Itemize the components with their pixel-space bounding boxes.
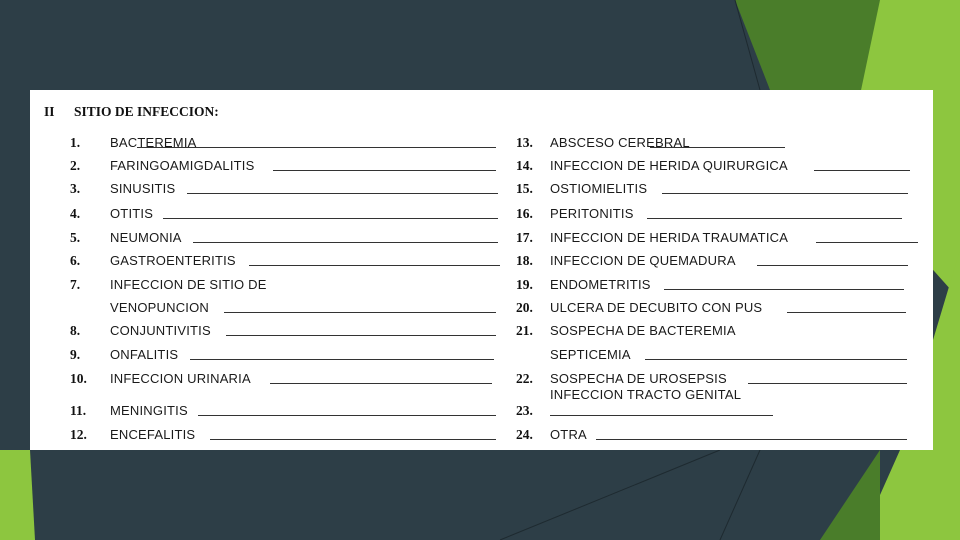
item-number: 3. bbox=[70, 181, 81, 196]
blank-fill-line bbox=[647, 218, 902, 219]
list-item bbox=[30, 402, 930, 420]
item-label: INFECCION DE SITIO DE bbox=[110, 277, 267, 292]
item-label: SOSPECHA DE UROSEPSIS bbox=[550, 371, 727, 386]
item-label: MENINGITIS bbox=[110, 403, 188, 418]
list-item bbox=[30, 252, 930, 270]
item-number: 7. bbox=[70, 277, 81, 292]
blank-fill-line bbox=[596, 439, 907, 440]
item-label: SEPTICEMIA bbox=[550, 347, 631, 362]
item-number: 2. bbox=[70, 158, 81, 173]
section-title: SITIO DE INFECCION: bbox=[74, 104, 219, 119]
item-label: INFECCION DE QUEMADURA bbox=[550, 253, 736, 268]
item-label: BACTEREMIA bbox=[110, 135, 197, 150]
section-header bbox=[44, 104, 219, 120]
item-label: SOSPECHA DE BACTEREMIA bbox=[550, 323, 736, 338]
item-label: SINUSITIS bbox=[110, 181, 176, 196]
item-number: 4. bbox=[70, 206, 81, 221]
list-item bbox=[30, 180, 930, 198]
item-label: OTRA bbox=[550, 427, 587, 442]
blank-fill-line bbox=[814, 170, 910, 171]
item-number: 15. bbox=[516, 181, 533, 196]
item-label: ULCERA DE DECUBITO CON PUS bbox=[550, 300, 763, 315]
item-label: NEUMONIA bbox=[110, 230, 182, 245]
list-item bbox=[30, 426, 930, 444]
item-label: ABSCESO CEREBRAL bbox=[550, 135, 690, 150]
blank-fill-line bbox=[787, 312, 906, 313]
item-number: 12. bbox=[70, 427, 87, 442]
item-number: 18. bbox=[516, 253, 533, 268]
item-label: INFECCION TRACTO GENITAL bbox=[550, 387, 742, 402]
section-numeral: II bbox=[44, 104, 55, 119]
item-number: 24. bbox=[516, 427, 533, 442]
dark-green-facet-top bbox=[735, 0, 880, 95]
blank-fill-line bbox=[662, 193, 908, 194]
blank-fill-line bbox=[650, 147, 785, 148]
item-number: 10. bbox=[70, 371, 87, 386]
item-number: 17. bbox=[516, 230, 533, 245]
blank-fill-line bbox=[645, 359, 907, 360]
item-number: 23. bbox=[516, 403, 533, 418]
list-item bbox=[30, 134, 930, 152]
item-number: 6. bbox=[70, 253, 81, 268]
item-label: ONFALITIS bbox=[110, 347, 179, 362]
item-label: ENCEFALITIS bbox=[110, 427, 196, 442]
item-label: PERITONITIS bbox=[550, 206, 634, 221]
list-item bbox=[30, 205, 930, 223]
blank-fill-line bbox=[550, 415, 773, 416]
item-number: 1. bbox=[70, 135, 81, 150]
list-item bbox=[30, 229, 930, 247]
item-label: GASTROENTERITIS bbox=[110, 253, 236, 268]
item-number: 8. bbox=[70, 323, 81, 338]
list-item bbox=[30, 157, 930, 175]
infection-site-form bbox=[30, 90, 933, 450]
blank-fill-line bbox=[664, 289, 904, 290]
facet-line-2 bbox=[500, 450, 720, 540]
item-number: 20. bbox=[516, 300, 533, 315]
item-label: VENOPUNCION bbox=[110, 300, 209, 315]
blank-fill-line bbox=[748, 383, 907, 384]
dark-green-facet-bottom bbox=[820, 450, 880, 540]
item-label: OSTIOMIELITIS bbox=[550, 181, 648, 196]
item-label: INFECCION DE HERIDA TRAUMATICA bbox=[550, 230, 789, 245]
facet-line-3 bbox=[720, 450, 760, 540]
item-label: INFECCION DE HERIDA QUIRURGICA bbox=[550, 158, 788, 173]
list-item bbox=[30, 299, 930, 317]
item-number: 19. bbox=[516, 277, 533, 292]
item-label: ENDOMETRITIS bbox=[550, 277, 651, 292]
list-item bbox=[30, 322, 930, 340]
item-number: 16. bbox=[516, 206, 533, 221]
item-number: 22. bbox=[516, 371, 533, 386]
item-label: CONJUNTIVITIS bbox=[110, 323, 211, 338]
item-number: 21. bbox=[516, 323, 533, 338]
blank-fill-line bbox=[816, 242, 918, 243]
item-number: 14. bbox=[516, 158, 533, 173]
item-number: 5. bbox=[70, 230, 81, 245]
item-number: 13. bbox=[516, 135, 533, 150]
item-number: 9. bbox=[70, 347, 81, 362]
blank-fill-line bbox=[757, 265, 908, 266]
green-facet-left bbox=[0, 450, 35, 540]
item-label: OTITIS bbox=[110, 206, 154, 221]
item-number: 11. bbox=[70, 403, 87, 418]
item-label: FARINGOAMIGDALITIS bbox=[110, 158, 255, 173]
item-label: INFECCION URINARIA bbox=[110, 371, 251, 386]
list-item bbox=[30, 276, 930, 294]
list-item bbox=[30, 346, 930, 364]
